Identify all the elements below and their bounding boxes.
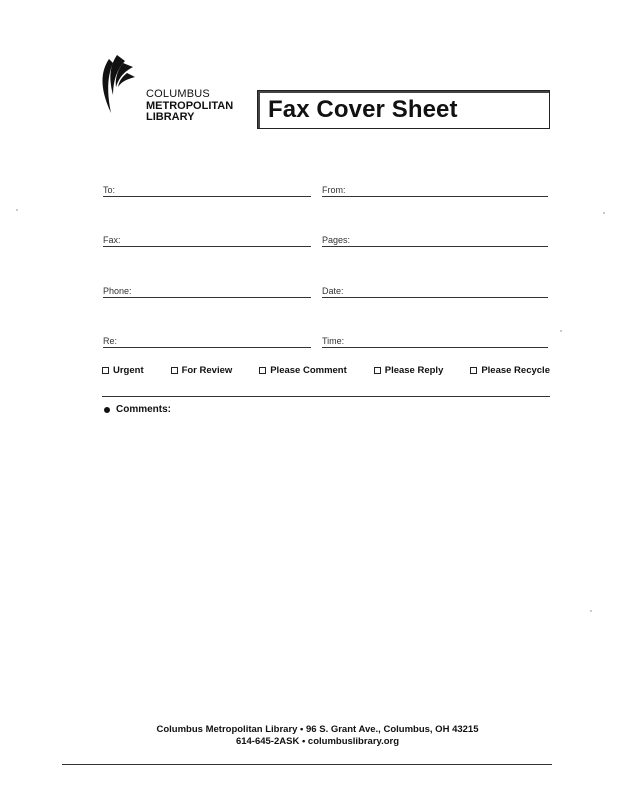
feather-logo-icon: [97, 53, 137, 115]
logo-line-1: COLUMBUS: [146, 88, 210, 100]
logo-line-3: LIBRARY: [146, 111, 195, 123]
from-label: From:: [322, 185, 346, 195]
to-label: To:: [103, 185, 116, 195]
scan-speck: [603, 212, 605, 214]
footer-divider: [62, 764, 552, 765]
footer-contact: 614-645-2ASK • columbuslibrary.org: [235, 736, 400, 747]
option-label: Please Comment: [270, 364, 347, 376]
option-label: For Review: [181, 364, 233, 376]
to-field[interactable]: [103, 182, 311, 197]
bullet-icon: [104, 407, 110, 413]
date-field[interactable]: [322, 283, 548, 298]
pages-field[interactable]: [322, 232, 548, 247]
checkbox-icon[interactable]: [171, 367, 178, 374]
scan-speck: [560, 330, 562, 332]
date-label: Date:: [322, 286, 344, 296]
priority-options: [102, 363, 550, 377]
phone-field[interactable]: [103, 283, 311, 298]
page-title: Fax Cover Sheet: [268, 95, 458, 123]
option-please-reply[interactable]: [374, 365, 444, 376]
option-urgent[interactable]: [102, 365, 144, 376]
option-for-review[interactable]: [171, 365, 233, 376]
divider: [102, 396, 550, 397]
scan-speck: [590, 610, 592, 612]
comments-label: Comments:: [116, 404, 172, 415]
checkbox-icon[interactable]: [259, 367, 266, 374]
scan-speck: [16, 209, 18, 211]
checkbox-icon[interactable]: [470, 367, 477, 374]
option-label: Please Recycle: [481, 364, 550, 376]
re-field[interactable]: [103, 333, 311, 348]
option-label: Urgent: [113, 364, 144, 376]
option-label: Please Reply: [384, 364, 444, 376]
footer-address: Columbus Metropolitan Library • 96 S. Grant Ave., Columbus, OH 43215: [156, 724, 479, 735]
library-logo-text: [146, 89, 233, 124]
option-please-comment[interactable]: [259, 365, 347, 376]
re-label: Re:: [103, 336, 118, 346]
from-field[interactable]: [322, 182, 548, 197]
time-label: Time:: [322, 336, 345, 346]
title-box: [257, 90, 550, 129]
fax-field[interactable]: [103, 232, 311, 247]
checkbox-icon[interactable]: [102, 367, 109, 374]
checkbox-icon[interactable]: [374, 367, 381, 374]
fax-label: Fax:: [103, 235, 121, 245]
time-field[interactable]: [322, 333, 548, 348]
comments-heading: [104, 404, 171, 415]
logo-line-2: METROPOLITAN: [146, 99, 234, 112]
phone-label: Phone:: [103, 286, 132, 296]
option-please-recycle[interactable]: [470, 365, 550, 376]
pages-label: Pages:: [322, 235, 351, 245]
